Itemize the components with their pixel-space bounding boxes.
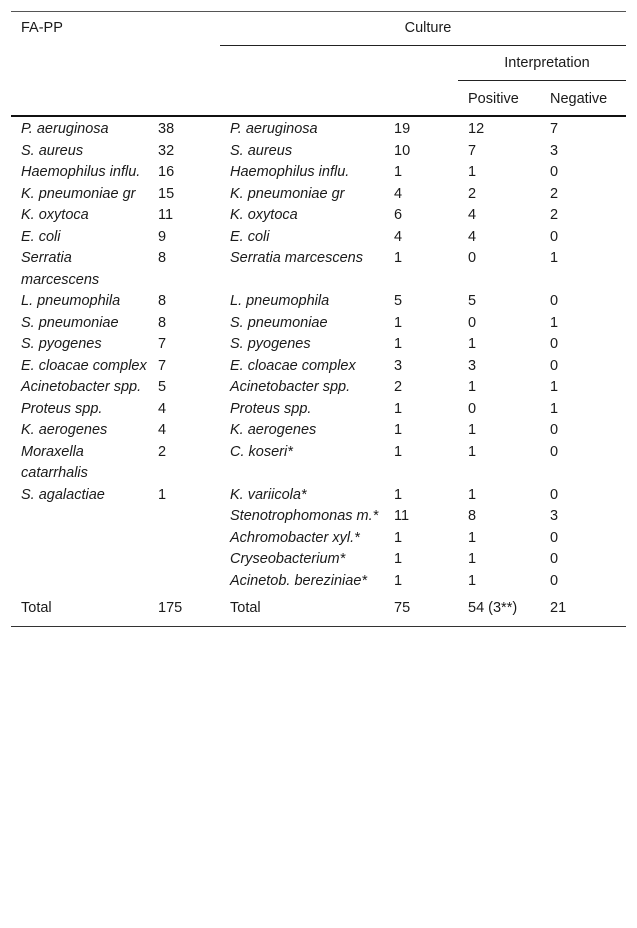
negative-count: 1: [550, 400, 559, 417]
positive-count: 0: [468, 400, 477, 417]
culture-organism: Cryseobacterium*: [230, 551, 346, 567]
table-row: [11, 334, 626, 356]
fa-count: 32: [158, 142, 175, 159]
culture-count: 1: [394, 164, 403, 180]
fa-count: 4: [158, 400, 167, 417]
negative-count: 0: [550, 422, 559, 438]
culture-count: 1: [394, 336, 403, 352]
table-row: [11, 116, 626, 141]
negative-count: 1: [550, 250, 559, 266]
culture-count: 1: [394, 572, 403, 589]
table-row: [11, 227, 626, 249]
culture-total-label: Total: [230, 600, 261, 616]
fa-organism: S. aureus: [21, 142, 84, 159]
culture-count: 1: [394, 422, 403, 438]
fa-count: [148, 506, 220, 528]
fa-organism: K. aerogenes: [21, 422, 108, 438]
table-row: [11, 205, 626, 227]
culture-count: 4: [394, 185, 403, 202]
header-row-3: [11, 81, 626, 117]
culture-total-count: 75: [394, 600, 411, 616]
fa-count: 7: [158, 336, 167, 352]
negative-count: 7: [550, 121, 559, 137]
fa-count: 38: [158, 121, 175, 137]
culture-organism: E. coli: [230, 228, 270, 245]
culture-organism: Acinetob. bereziniae*: [230, 572, 368, 589]
culture-count: 19: [394, 121, 411, 137]
culture-count: 1: [394, 486, 403, 503]
positive-count: 1: [468, 529, 477, 546]
positive-count: 0: [468, 250, 477, 266]
results-table: [11, 11, 626, 627]
table-row: [11, 485, 626, 507]
negative-count: 0: [550, 228, 559, 245]
negative-count: 0: [550, 357, 559, 374]
culture-count: 3: [394, 357, 403, 374]
fa-count: 8: [158, 293, 167, 309]
header-row-1: [11, 12, 626, 46]
culture-organism: S. aureus: [230, 142, 293, 159]
fa-count: [148, 549, 220, 571]
culture-count: 2: [394, 379, 403, 395]
fa-count: 2: [158, 443, 167, 460]
culture-count: 1: [394, 529, 403, 546]
positive-count: 1: [468, 486, 477, 503]
positive-header: Positive: [468, 91, 519, 107]
negative-count: 3: [550, 508, 559, 524]
table-row: [11, 420, 626, 442]
positive-count: 0: [468, 314, 477, 331]
positive-count: 1: [468, 572, 477, 589]
table-row: [11, 356, 626, 378]
fa-total-count: 175: [158, 600, 183, 616]
fa-organism: S. pneumoniae: [21, 314, 119, 331]
fa-organism: Acinetobacter spp.: [21, 379, 142, 395]
table-row: [11, 141, 626, 163]
fa-count: 5: [158, 379, 167, 395]
table-row: [11, 248, 626, 291]
positive-count: 7: [468, 142, 477, 159]
negative-count: 0: [550, 572, 559, 589]
fa-organism: Haemophilus influ.: [21, 164, 141, 180]
negative-total: 21: [550, 600, 567, 616]
positive-count: 8: [468, 508, 477, 524]
table-row: [11, 528, 626, 550]
culture-organism: Acinetobacter spp.: [230, 379, 351, 395]
culture-organism: L. pneumophila: [230, 293, 330, 309]
table-row: [11, 291, 626, 313]
culture-count: 10: [394, 142, 411, 159]
culture-count: 1: [394, 314, 403, 331]
fa-organism: E. coli: [21, 228, 61, 245]
positive-count: 12: [468, 121, 485, 137]
negative-count: 0: [550, 443, 559, 460]
negative-count: 0: [550, 336, 559, 352]
fa-organism: E. cloacae complex: [21, 357, 147, 374]
total-row: [11, 592, 626, 627]
positive-count: 4: [468, 228, 477, 245]
fa-organism: [11, 506, 148, 528]
culture-header: Culture: [220, 12, 626, 46]
culture-organism: K. aerogenes: [230, 422, 317, 438]
positive-count: 1: [468, 443, 477, 460]
fa-organism: Proteus spp.: [21, 400, 103, 417]
fa-organism: Serratia marcescens: [21, 250, 100, 288]
fa-count: 15: [158, 185, 175, 202]
culture-count: 1: [394, 551, 403, 567]
culture-count: 1: [394, 443, 403, 460]
culture-count: 6: [394, 207, 403, 223]
table-row: [11, 184, 626, 206]
table-body: [11, 116, 626, 592]
table-row: [11, 399, 626, 421]
negative-count: 0: [550, 529, 559, 546]
culture-organism: Serratia marcescens: [230, 250, 363, 266]
positive-count: 5: [468, 293, 477, 309]
fa-count: 9: [158, 228, 167, 245]
fa-organism: [11, 549, 148, 571]
fa-count: 4: [158, 422, 167, 438]
table-row: [11, 506, 626, 528]
fa-count: 11: [158, 207, 174, 223]
fa-organism: K. oxytoca: [21, 207, 89, 223]
fa-organism: [11, 528, 148, 550]
negative-count: 2: [550, 185, 559, 202]
culture-organism: P. aeruginosa: [230, 121, 318, 137]
positive-count: 1: [468, 422, 477, 438]
positive-count: 1: [468, 336, 477, 352]
table-row: [11, 313, 626, 335]
negative-count: 1: [550, 314, 559, 331]
culture-organism: E. cloacae complex: [230, 357, 356, 374]
table-row: [11, 571, 626, 593]
table-row: [11, 442, 626, 485]
culture-organism: K. variicola*: [230, 486, 307, 503]
positive-count: 1: [468, 551, 477, 567]
table-row: [11, 549, 626, 571]
fa-count: [148, 528, 220, 550]
culture-organism: K. pneumoniae gr: [230, 185, 345, 202]
fa-count: 8: [158, 314, 167, 331]
positive-count: 4: [468, 207, 477, 223]
fa-organism: S. agalactiae: [21, 486, 105, 503]
culture-organism: S. pneumoniae: [230, 314, 328, 331]
fa-count: 16: [158, 164, 175, 180]
fa-organism: Moraxella catarrhalis: [21, 443, 88, 481]
fa-count: 7: [158, 357, 167, 374]
fa-organism: S. pyogenes: [21, 336, 102, 352]
fa-organism: [11, 571, 148, 593]
culture-count: 5: [394, 293, 403, 309]
table-row: [11, 162, 626, 184]
fa-organism: K. pneumoniae gr: [21, 185, 136, 202]
culture-organism: C. koseri*: [230, 443, 293, 460]
interpretation-header: Interpretation: [458, 46, 626, 81]
negative-header: Negative: [550, 91, 608, 107]
culture-organism: S. pyogenes: [230, 336, 311, 352]
fa-count: [148, 571, 220, 593]
positive-count: 3: [468, 357, 477, 374]
culture-count: 1: [394, 250, 403, 266]
fa-pp-header: FA-PP: [11, 12, 220, 46]
fa-count: 1: [158, 486, 167, 503]
negative-count: 1: [550, 379, 559, 395]
negative-count: 0: [550, 486, 559, 503]
culture-count: 4: [394, 228, 403, 245]
positive-total: 54 (3**): [468, 600, 518, 616]
positive-count: 2: [468, 185, 477, 202]
culture-count: 11: [394, 508, 410, 524]
positive-count: 1: [468, 164, 477, 180]
fa-total-label: Total: [21, 600, 52, 616]
culture-count: 1: [394, 400, 403, 417]
culture-organism: Achromobacter xyl.*: [230, 529, 360, 546]
table-row: [11, 377, 626, 399]
fa-count: 8: [158, 250, 167, 266]
negative-count: 2: [550, 207, 559, 223]
negative-count: 0: [550, 164, 559, 180]
culture-organism: Haemophilus influ.: [230, 164, 350, 180]
positive-count: 1: [468, 379, 477, 395]
culture-organism: Stenotrophomonas m.*: [230, 508, 379, 524]
header-row-2: [11, 46, 626, 81]
fa-organism: L. pneumophila: [21, 293, 121, 309]
negative-count: 0: [550, 293, 559, 309]
negative-count: 3: [550, 142, 559, 159]
negative-count: 0: [550, 551, 559, 567]
culture-organism: Proteus spp.: [230, 400, 312, 417]
culture-organism: K. oxytoca: [230, 207, 298, 223]
fa-organism: P. aeruginosa: [21, 121, 109, 137]
